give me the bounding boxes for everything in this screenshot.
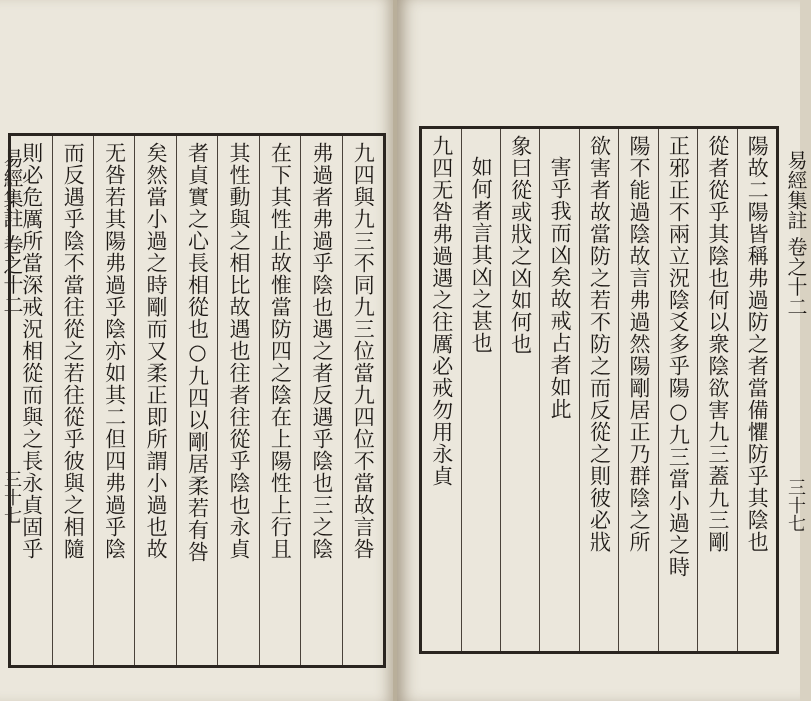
column-text: 象曰從或戕之凶如何也 [508,135,533,355]
text-column [737,129,776,651]
text-column [658,129,697,651]
text-column [176,136,217,665]
text-column [93,136,134,665]
right-columns [422,129,776,651]
column-text: 從者從乎其陰也何以衆陰欲害九三蓋九三剛 [705,135,730,553]
text-column [11,136,51,665]
column-text: 者貞實之心長相從也○九四以剛居柔若有咎 [185,142,210,563]
column-text: 矣然當小過之時剛而又柔正即所謂小過也故 [144,142,169,560]
right-text-frame [419,126,779,654]
column-text: 弗過者弗過乎陰也遇之者反遇乎陰也三之陰 [309,142,334,560]
text-column [461,129,500,651]
text-column [259,136,300,665]
text-column [52,136,93,665]
right-page-number: 三十七 [785,478,806,532]
text-column [217,136,258,665]
text-column [539,129,578,651]
left-text-frame [8,133,386,668]
column-text: 陽不能過陰故言弗過然陽剛居正乃群陰之所 [626,135,651,553]
column-text: 而反遇乎陰不當往從之若往從乎彼與之相隨 [61,142,86,560]
text-column [618,129,657,651]
column-text: 九四與九三不同九三位當九四位不當故言咎 [351,142,376,560]
column-text: 正邪正不兩立況陰爻多乎陽○九三當小過之時 [666,135,691,578]
text-column [500,129,539,651]
text-column [422,129,460,651]
column-text: 則必危厲所當深戒況相從而與之長永貞固乎 [19,142,44,560]
left-page [0,0,393,701]
text-column [300,136,341,665]
column-text: 在下其性止故惟當防四之陰在上陽性上行且 [268,142,293,560]
column-text: 九四无咎弗過遇之往厲必戒勿用永貞 [429,135,454,487]
left-page-header: 易經集註 卷之十二 [0,148,24,315]
text-column [134,136,175,665]
column-text-indented: 如何者言其凶之甚也 [469,156,494,354]
text-column [579,129,618,651]
text-column [342,136,383,665]
text-column [697,129,736,651]
column-text-indented: 害乎我而凶矣故戒占者如此 [548,156,573,420]
column-text: 无咎若其陽弗過乎陰亦如其二但四弗過乎陰 [102,142,127,560]
right-page [397,0,808,701]
column-text: 陽故二陽皆稱弗過防之者當備懼防乎其陰也 [745,135,770,553]
column-text: 其性動與之相比故遇也往者往從乎陰也永貞 [226,142,251,560]
left-page-number: 三十七 [1,470,22,524]
right-page-header: 易經集註 卷之十二 [784,150,808,317]
column-text: 欲害者故當防之若不防之而反從之則彼必戕 [587,135,612,553]
left-columns [11,136,383,665]
